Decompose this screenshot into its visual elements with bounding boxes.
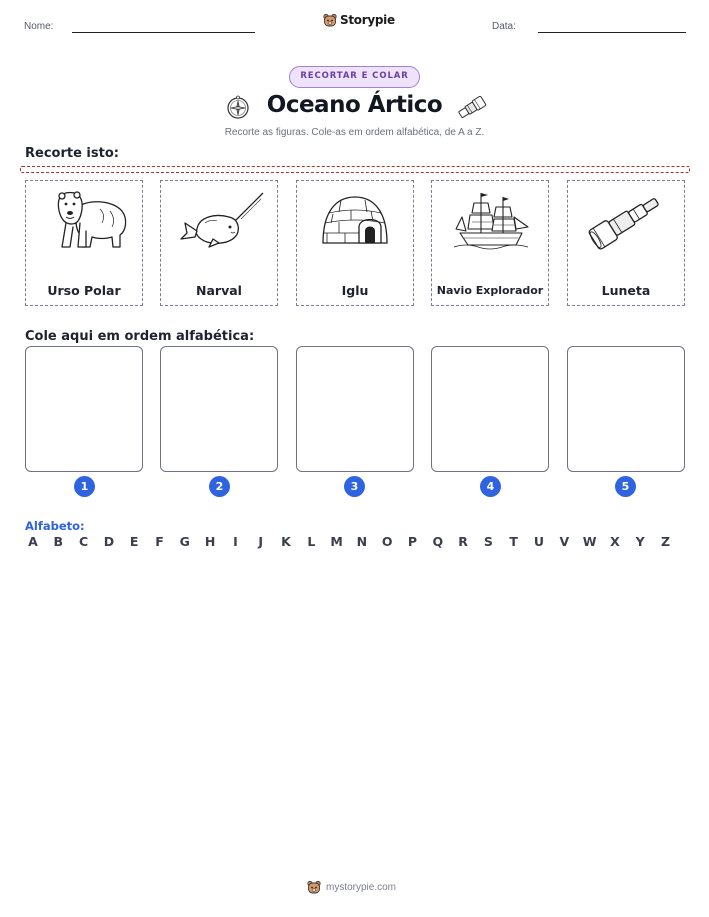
igloo-icon — [311, 187, 401, 253]
alphabet-letter-q: Q — [432, 534, 444, 549]
spyglass-icon — [582, 187, 672, 253]
alphabet-letter-y: Y — [635, 534, 645, 549]
alphabet-letter-l: L — [307, 534, 316, 549]
cut-card-polar-bear[interactable] — [25, 180, 143, 306]
alphabet-letter-g: G — [179, 534, 190, 549]
alphabet-letter-u: U — [533, 534, 545, 549]
polar-bear-icon — [40, 187, 130, 253]
footer — [307, 880, 396, 894]
slot-number-4: 4 — [480, 476, 501, 497]
name-line[interactable] — [72, 32, 255, 33]
alphabet-letter-j: J — [258, 534, 264, 549]
alphabet-letter-x: X — [610, 534, 620, 549]
activity-badge: RECORTAR E COLAR — [289, 66, 420, 88]
narwhal-icon — [175, 187, 265, 253]
cut-card-narwhal[interactable] — [160, 180, 278, 306]
date-line[interactable] — [538, 32, 686, 33]
alphabet-letter-h: H — [204, 534, 216, 549]
alphabet-row — [25, 534, 685, 552]
alphabet-letter-k: K — [281, 534, 291, 549]
spyglass-small-icon — [455, 94, 489, 120]
card-label-narwhal: Narval — [196, 283, 242, 298]
slot-number-3: 3 — [344, 476, 365, 497]
alphabet-letter-m: M — [330, 534, 343, 549]
paste-heading: Cole aqui em ordem alfabética: — [25, 329, 255, 344]
alphabet-letter-e: E — [129, 534, 139, 549]
paste-slot-4[interactable] — [431, 346, 549, 472]
card-label-polar-bear: Urso Polar — [47, 283, 121, 298]
cut-card-spyglass[interactable] — [567, 180, 685, 306]
brand-name: Storypie — [340, 13, 395, 27]
paste-slot-3[interactable] — [296, 346, 414, 472]
alphabet-letter-i: I — [233, 534, 238, 549]
alphabet-letter-v: V — [559, 534, 570, 549]
alphabet-letter-d: D — [103, 534, 115, 549]
cut-card-igloo[interactable] — [296, 180, 414, 306]
slot-number-1: 1 — [74, 476, 95, 497]
cut-heading: Recorte isto: — [25, 146, 119, 161]
alphabet-letter-n: N — [356, 534, 368, 549]
alphabet-letter-t: T — [509, 534, 518, 549]
date-label: Data: — [492, 21, 516, 32]
alphabet-letter-r: R — [458, 534, 468, 549]
alphabet-letter-f: F — [155, 534, 164, 549]
alphabet-heading: Alfabeto: — [25, 519, 85, 533]
ship-icon — [446, 187, 536, 253]
card-label-spyglass: Luneta — [601, 283, 651, 298]
instructions: Recorte as figuras. Cole-as em ordem alfabética, de A a Z. — [224, 127, 485, 138]
paste-slot-5[interactable] — [567, 346, 685, 472]
card-label-igloo: Iglu — [341, 283, 369, 298]
alphabet-letter-w: W — [582, 534, 597, 549]
alphabet-letter-s: S — [483, 534, 493, 549]
paste-slot-1[interactable] — [25, 346, 143, 472]
name-label: Nome: — [24, 21, 54, 32]
alphabet-letter-o: O — [381, 534, 393, 549]
alphabet-letter-z: Z — [660, 534, 671, 549]
slot-number-5: 5 — [615, 476, 636, 497]
cut-line — [20, 166, 690, 173]
footer-site: mystorypie.com — [326, 881, 397, 893]
alphabet-letter-c: C — [79, 534, 89, 549]
brand-logo — [323, 13, 395, 27]
storypie-mascot-icon — [323, 13, 337, 27]
alphabet-letter-a: A — [28, 534, 38, 549]
card-label-ship: Navio Explorador — [436, 284, 544, 297]
storypie-mascot-icon — [307, 880, 321, 894]
alphabet-letter-b: B — [53, 534, 64, 549]
title-row — [0, 92, 709, 124]
alphabet-letter-p: P — [407, 534, 418, 549]
page-title: Oceano Ártico — [266, 92, 443, 118]
paste-slot-2[interactable] — [160, 346, 278, 472]
cut-card-ship[interactable] — [431, 180, 549, 306]
slot-number-2: 2 — [209, 476, 230, 497]
